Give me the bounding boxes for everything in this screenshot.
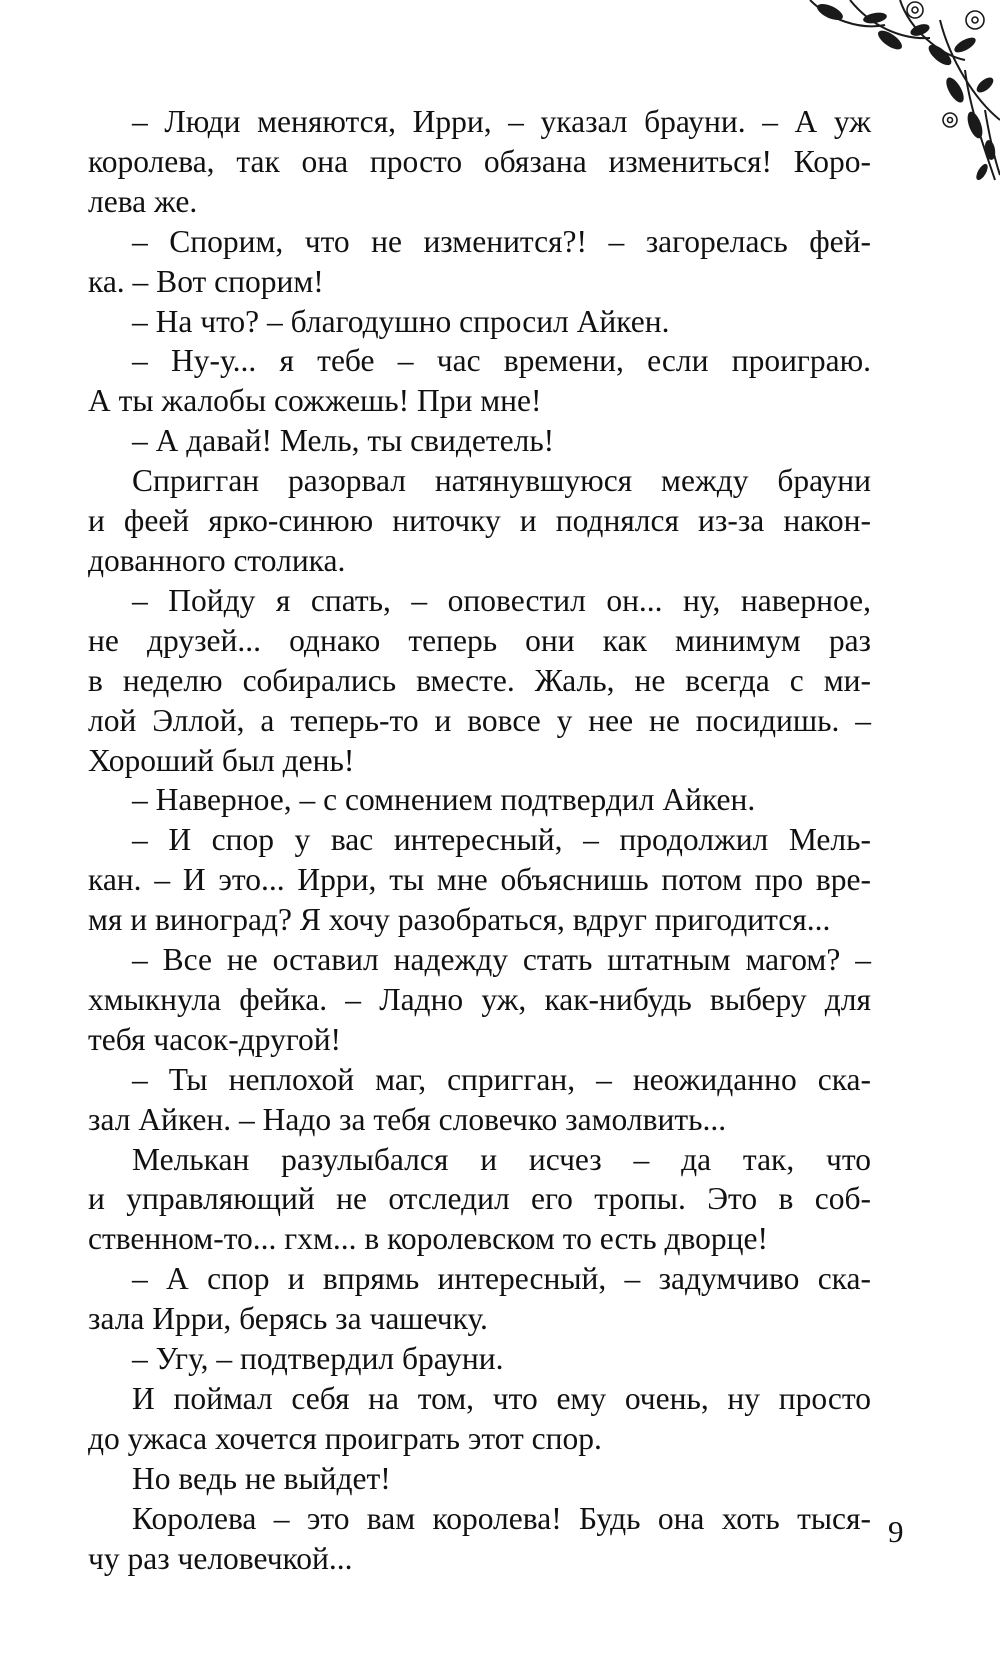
text-line: зал Айкен. – Надо за тебя словечко замолвить... [88,1101,727,1137]
paragraph [88,940,871,1060]
paragraph [88,302,871,342]
paragraph [88,1499,871,1579]
text-line: – Спорим, что не изменится?! – загорелась фей- [132,223,871,259]
text-line: ка. – Вот спорим! [88,263,324,299]
paragraph [88,461,871,581]
text-line: чу раз человечкой... [88,1540,353,1576]
text-line: лева же. [88,183,198,219]
paragraph [88,341,871,421]
paragraph [88,222,871,302]
text-line: Мелькан разулыбался и исчез – да так, что [132,1141,871,1177]
text-line: зала Ирри, берясь за чашечку. [88,1301,488,1337]
text-line: – На что? – благодушно спросил Айкен. [132,303,670,339]
text-line: мя и виноград? Я хочу разобраться, вдруг пригодится... [88,902,831,938]
text-line: – Ну-у... я тебе – час времени, если проиграю. [132,343,871,379]
text-line: – А спор и впрямь интересный, – задумчиво ска- [132,1261,871,1297]
text-line: – И спор у вас интересный, – продолжил Мель- [132,822,871,858]
paragraph [88,780,871,820]
text-line: кан. – И это... Ирри, ты мне объяснишь потом про вре- [88,862,871,898]
text-line: в неделю собирались вместе. Жаль, не всегда с ми- [88,662,871,698]
text-line: А ты жалобы сожжешь! При мне! [88,383,542,419]
text-line: до ужаса хочется проиграть этот спор. [88,1420,602,1456]
text-line: – Все не оставил надежду стать штатным магом? – [132,942,871,978]
text-line: хмыкнула фейка. – Ладно уж, как-нибудь выберу для [88,981,871,1017]
text-line: – Наверное, – с сомнением подтвердил Айкен. [132,782,756,818]
text-line: Но ведь не выйдет! [132,1460,391,1496]
paragraph [88,1259,871,1339]
paragraph [88,1339,871,1379]
text-line: – Угу, – подтвердил брауни. [132,1341,504,1377]
text-line: Королева – это вам королева! Будь она хоть тыся- [132,1500,871,1536]
paragraph [88,1140,871,1260]
paragraph [88,581,871,781]
book-text [88,102,871,1579]
text-line: и феей ярко-синюю ниточку и поднялся из-за након- [88,503,871,539]
text-line: дованного столика. [88,542,346,578]
text-line: ственном-то... гхм... в королевском то есть дворце! [88,1221,768,1257]
text-line: Спригган разорвал натянувшуюся между брауни [132,463,871,499]
text-line: – Ты неплохой маг, спригган, – неожиданно ска- [132,1061,871,1097]
text-line: тебя часок-другой! [88,1021,342,1057]
text-line: И поймал себя на том, что ему очень, ну просто [132,1381,871,1416]
page-number: 9 [888,1514,904,1549]
text-line: королева, так она просто обязана измениться! Коро- [88,143,871,179]
text-line: – А давай! Мель, ты свидетель! [132,423,555,459]
text-line: и управляющий не отследил его тропы. Это в соб- [88,1181,871,1217]
paragraph [88,421,871,461]
text-line: лой Эллой, а теперь-то и вовсе у нее не посидишь. – [88,702,871,738]
text-line: – Люди меняются, Ирри, – указал брауни. – А уж [132,104,871,139]
paragraph [88,1379,871,1459]
text-line: не друзей... однако теперь они как минимум раз [88,622,871,658]
text-line: Хороший был день! [88,742,355,778]
paragraph [88,820,871,940]
text-line: – Пойду я спать, – оповестил он... ну, наверное, [132,582,871,618]
paragraph [88,1060,871,1140]
paragraph [88,102,871,222]
paragraph [88,1459,871,1499]
